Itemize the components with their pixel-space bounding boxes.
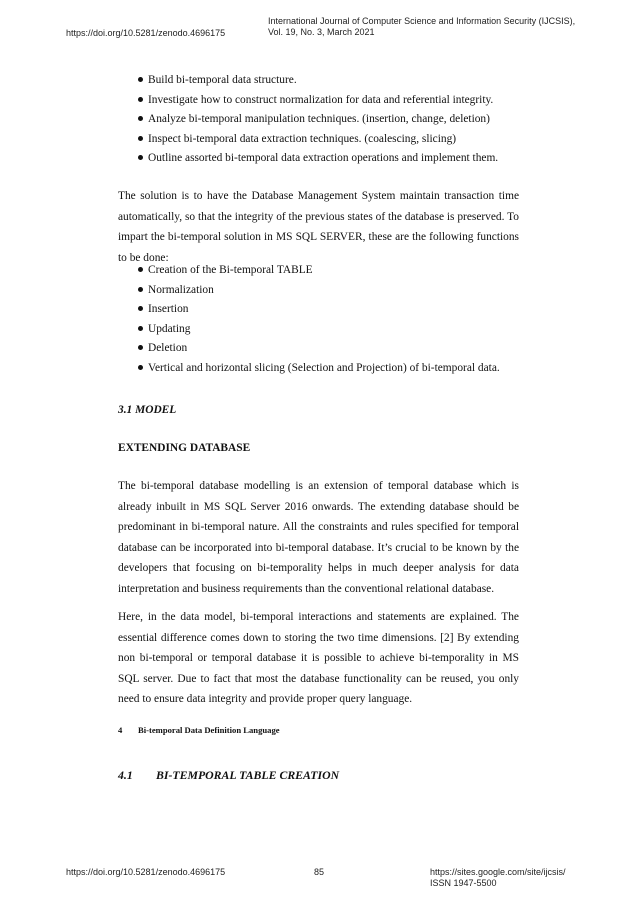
data-model-paragraph-block bbox=[118, 607, 519, 710]
heading-extending-database: EXTENDING DATABASE bbox=[118, 442, 251, 454]
footer-site bbox=[430, 867, 566, 889]
list-item: Inspect bi-temporal data extraction techniques. (coalescing, slicing) bbox=[118, 131, 519, 151]
footer-site-url: https://sites.google.com/site/ijcsis/ bbox=[430, 867, 566, 877]
section-number: 4.1 bbox=[118, 768, 133, 782]
solution-paragraph-block bbox=[118, 186, 519, 268]
page-number: 85 bbox=[314, 867, 325, 877]
list-item: Normalization bbox=[118, 282, 519, 302]
list-item: Investigate how to construct normalization for data and referential integrity. bbox=[118, 92, 519, 112]
bullet-icon bbox=[138, 365, 143, 370]
list-item: Build bi-temporal data structure. bbox=[118, 72, 519, 92]
list-item: Creation of the Bi-temporal TABLE bbox=[118, 262, 519, 282]
data-model-paragraph: Here, in the data model, bi-temporal interactions and statements are explained. The essential difference comes down to storing the two time dimensions. [2] By extending non bi-temporal or temporal database it is possible to achieve bi-temporality in MS SQL server. Due to fact that most the database functionality can be reused, you only need to ensure data integrity and provide proper query language. bbox=[118, 611, 519, 706]
solution-paragraph: The solution is to have the Database Management System maintain transaction time automatically, so that the integrity of the previous states of the database is preserved. To impart the bi-temporal solution in MS SQL SERVER, these are the following functions to be done: bbox=[118, 190, 519, 264]
header-journal-volume: Vol. 19, No. 3, March 2021 bbox=[268, 27, 375, 37]
bullet-icon bbox=[138, 267, 143, 272]
bullet-icon bbox=[138, 116, 143, 121]
objectives-list bbox=[118, 72, 519, 170]
extending-paragraph: The bi-temporal database modelling is an extension of temporal database which is already inbuilt in MS SQL Server 2016 onwards. The extending database should be predominant in bi-temporal nature. All the constraints and rules specified for temporal database can be incorporated into bi-temporal database. It’s crucial to be known by the developers that focusing on bi-temporality helps in much deeper analysis for data interpretation and business requirements than the conventional relational database. bbox=[118, 480, 519, 595]
section-title: BI-TEMPORAL TABLE CREATION bbox=[156, 768, 340, 782]
footer-issn: ISSN 1947-5500 bbox=[430, 878, 497, 888]
footer-doi: https://doi.org/10.5281/zenodo.4696175 bbox=[66, 867, 226, 877]
list-item: Insertion bbox=[118, 301, 519, 321]
header-journal bbox=[268, 16, 575, 38]
list-item: Deletion bbox=[118, 340, 519, 360]
section-number: 4 bbox=[118, 725, 123, 735]
bullet-icon bbox=[138, 287, 143, 292]
bullet-icon bbox=[138, 326, 143, 331]
section-heading-4 bbox=[118, 725, 280, 735]
list-item: Outline assorted bi-temporal data extraction operations and implement them. bbox=[118, 150, 519, 170]
list-item: Vertical and horizontal slicing (Selection and Projection) of bi-temporal data. bbox=[118, 360, 519, 380]
functions-list bbox=[118, 262, 519, 380]
bullet-icon bbox=[138, 345, 143, 350]
bullet-icon bbox=[138, 136, 143, 141]
extending-paragraph-block bbox=[118, 476, 519, 600]
section-title: Bi-temporal Data Definition Language bbox=[138, 725, 280, 735]
header-doi: https://doi.org/10.5281/zenodo.4696175 bbox=[66, 28, 226, 38]
header-journal-title: International Journal of Computer Science and Information Security (IJCSIS), bbox=[268, 16, 576, 26]
section-heading-model: 3.1 MODEL bbox=[118, 404, 177, 416]
section-heading-4-1 bbox=[118, 768, 339, 783]
bullet-icon bbox=[138, 155, 143, 160]
bullet-icon bbox=[138, 306, 143, 311]
bullet-icon bbox=[138, 77, 143, 82]
bullet-icon bbox=[138, 97, 143, 102]
list-item: Analyze bi-temporal manipulation techniques. (insertion, change, deletion) bbox=[118, 111, 519, 131]
list-item: Updating bbox=[118, 321, 519, 341]
